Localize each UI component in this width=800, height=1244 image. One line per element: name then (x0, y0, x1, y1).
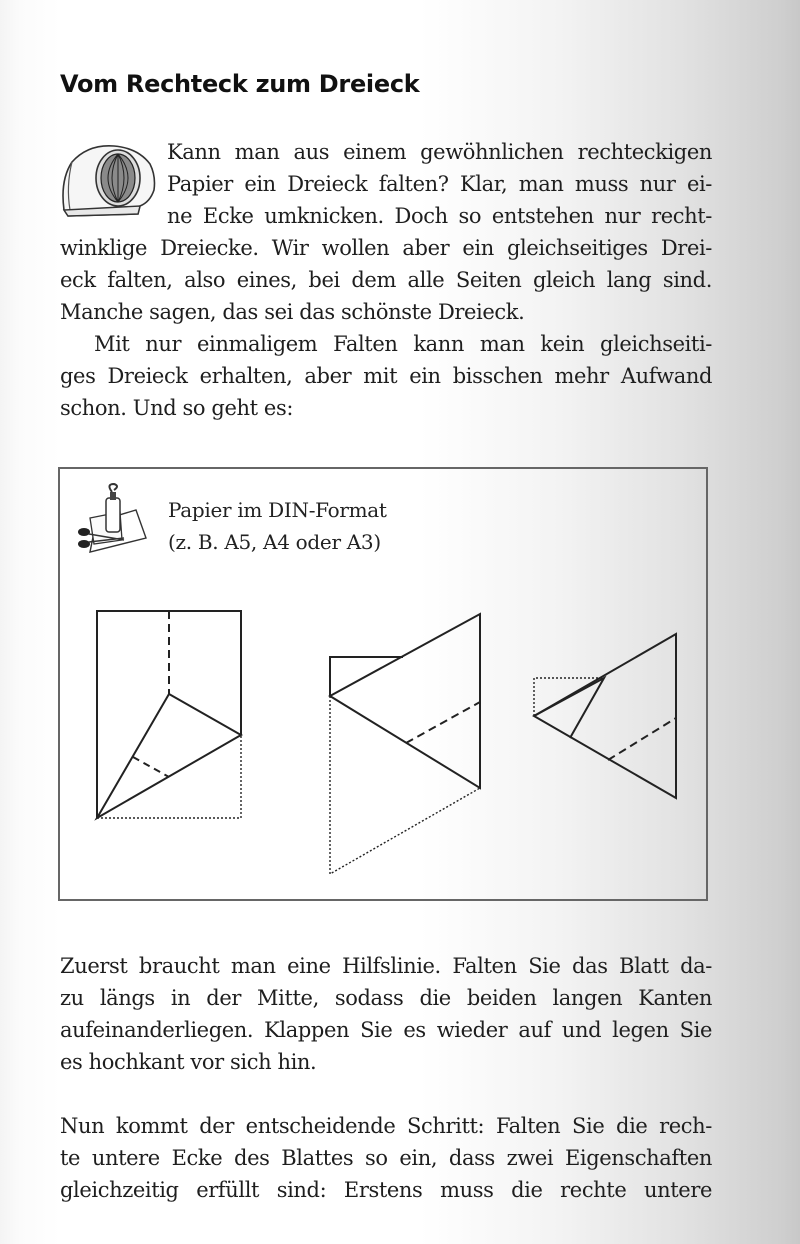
triangle-outline (330, 614, 480, 788)
triangle-outline (534, 634, 676, 798)
text-line: Manche sagen, das sei das schönste Dreieck. (60, 300, 525, 324)
intro-paragraph (60, 136, 712, 328)
fold-step-3 (528, 630, 688, 806)
text-line: aufeinanderliegen. Klappen Sie es wieder auf und legen Sie (60, 1018, 712, 1042)
text-line: zu längs in der Mitte, sodass die beiden langen Kanten (60, 986, 712, 1010)
text-line: Zuerst braucht man eine Hilfslinie. Falten Sie das Blatt da- (60, 954, 712, 978)
missing-edge-dotted (330, 696, 480, 874)
text-line: eck falten, also eines, bei dem alle Seiten gleich lang sind. (60, 268, 712, 292)
step2-paragraph (60, 1110, 712, 1206)
section-heading: Vom Rechteck zum Dreieck (60, 70, 420, 98)
text-line: Nun kommt der entscheidende Schritt: Falten Sie die rech- (60, 1114, 712, 1138)
text-line: te untere Ecke des Blattes so ein, dass zwei Eigenschaften (60, 1146, 712, 1170)
materials-line: Papier im DIN-Format (168, 498, 387, 522)
text-line: Mit nur einmaligem Falten kann man kein gleichseiti- (94, 332, 712, 356)
dashed-height (133, 757, 169, 777)
fold-step-2 (322, 608, 492, 880)
text-line: Papier ein Dreieck falten? Klar, man muss nur ei- (167, 172, 712, 196)
dashed-height (608, 718, 676, 760)
text-line: winklige Dreiecke. Wir wollen aber ein gleichseitiges Drei- (60, 236, 712, 260)
step1-paragraph (60, 950, 712, 1078)
materials-line: (z. B. A5, A4 oder A3) (168, 530, 381, 554)
dashed-height (406, 702, 480, 743)
text-line: es hochkant vor sich hin. (60, 1050, 317, 1074)
text-line: ges Dreieck erhalten, aber mit ein bisschen mehr Aufwand (60, 364, 712, 388)
text-line: gleichzeitig erfüllt sind: Erstens muss die rechte untere (60, 1178, 712, 1202)
method-paragraph (60, 328, 712, 424)
fold-line (97, 694, 241, 818)
text-line: Kann man aus einem gewöhnlichen rechteckigen (167, 140, 712, 164)
fold-step-1 (90, 604, 250, 824)
materials-caption (168, 494, 387, 558)
text-line: schon. Und so geht es: (60, 396, 294, 420)
inner-fold (534, 678, 604, 738)
text-line: ne Ecke umknicken. Doch so entstehen nur recht- (167, 204, 712, 228)
scissors-glue-paper-icon (76, 482, 152, 558)
